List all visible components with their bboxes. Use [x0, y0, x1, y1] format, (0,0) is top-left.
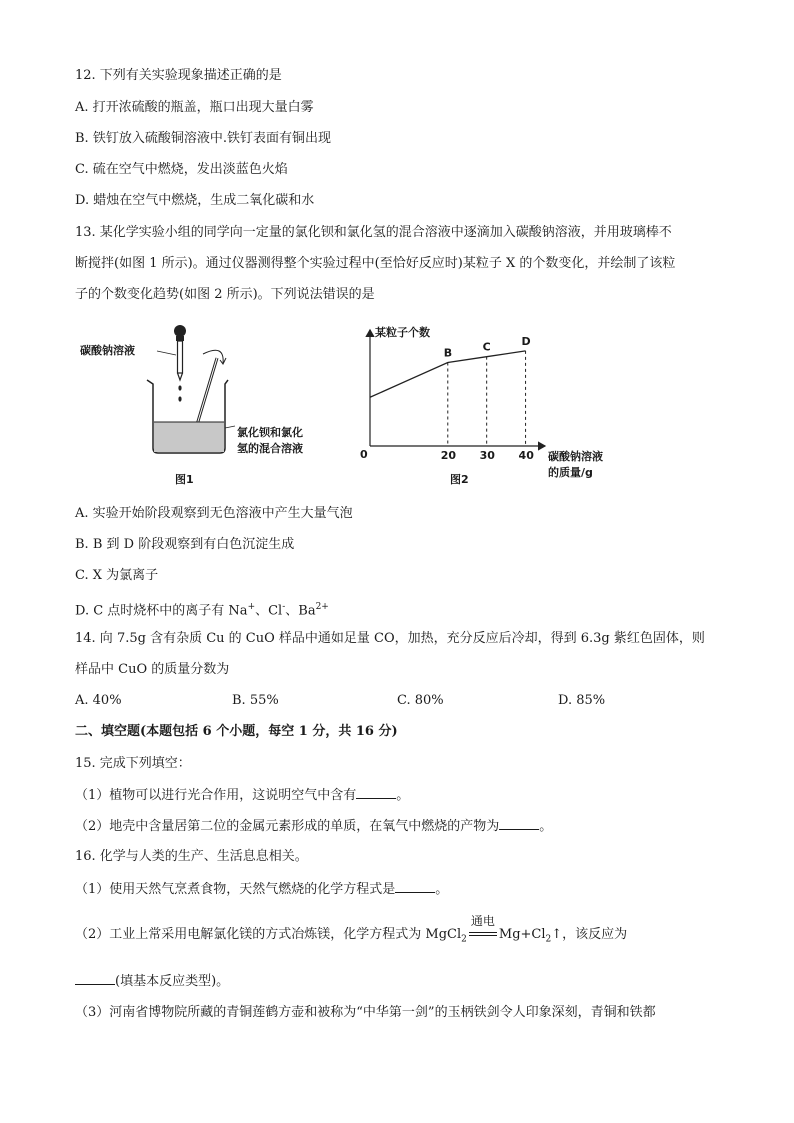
q15-stem: 15. 完成下列填空： — [75, 756, 191, 771]
figure1-apparatus — [75, 318, 335, 493]
q12-stem: 12. 下列有关实验现象描述正确的是 — [75, 68, 282, 83]
q14-option-c: C. 80% — [397, 693, 444, 708]
reaction-condition: 通电 — [467, 926, 499, 944]
q16-part2-line2: (填基本反应类型)。 — [75, 972, 229, 991]
q13-option-d: D. C 点时烧杯中的离子有 Na+、Cl-、$Ba^{2+}$ — [75, 602, 329, 619]
point-label-B: B — [443, 346, 453, 360]
q14-option-b: B. 55% — [232, 693, 279, 708]
point-label-D: D — [521, 334, 531, 348]
figure2-chart — [350, 318, 625, 493]
figure1-caption: 图1 — [175, 473, 194, 486]
solution-label-line2: 氢的混合溶液 — [237, 442, 303, 455]
q16-part1: （1）使用天然气烹煮食物，天然气燃烧的化学方程式是 。 — [75, 882, 449, 897]
x-axis-label-line2: 的质量/g — [548, 466, 593, 479]
q13-stem-line3: 子的个数变化趋势(如图 2 所示)。下列说法错误的是 — [75, 287, 375, 302]
x-tick-label: 40 — [518, 449, 534, 462]
dropper-label: 碳酸钠溶液 — [80, 344, 135, 357]
q15-part2: （2）地壳中含量居第二位的金属元素形成的单质，在氧气中燃烧的产物为 。 — [75, 819, 553, 834]
q12-option-d: D. 蜡烛在空气中燃烧，生成二氧化碳和水 — [75, 193, 315, 208]
y-axis-label: 某粒子个数 — [375, 326, 430, 339]
q13-option-b: B. B 到 D 阶段观察到有白色沉淀生成 — [75, 537, 295, 552]
q12-option-b: B. 铁钉放入硫酸铜溶液中.铁钉表面有铜出现 — [75, 131, 331, 146]
q14-stem-line2: 样品中 CuO 的质量分数为 — [75, 662, 230, 677]
section2-title: 二、填空题(本题包括 6 个小题，每空 1 分，共 16 分) — [75, 724, 398, 739]
q13-option-a: A. 实验开始阶段观察到无色溶液中产生大量气泡 — [75, 506, 353, 521]
x-axis-label-line1: 碳酸钠溶液 — [548, 450, 603, 463]
q14-stem-line1: 14. 向 7.5g 含有杂质 Cu 的 CuO 样品中通如足量 CO，加热，充分反应后冷却，得到 6.3g 紫红色固体，则 — [75, 631, 705, 646]
origin-label: 0 — [360, 448, 368, 461]
x-tick-label: 20 — [440, 449, 457, 462]
q14-option-d: D. 85% — [558, 693, 606, 708]
q12-option-a: A. 打开浓硫酸的瓶盖，瓶口出现大量白雾 — [75, 100, 314, 115]
solution-label-line1: 氯化钡和氯化 — [237, 426, 303, 439]
q13-stem-line2: 断搅拌(如图 1 所示)。通过仪器测得整个实验过程中(至恰好反应时)某粒子 X 的个数变化，并绘制了该粒 — [75, 256, 676, 271]
answer-blank[interactable] — [75, 972, 115, 985]
q13-option-c: C. X 为氯离子 — [75, 568, 159, 583]
answer-blank[interactable] — [356, 786, 396, 799]
q15-part1: （1）植物可以进行光合作用，这说明空气中含有 。 — [75, 788, 410, 803]
q16-stem: 16. 化学与人类的生产、生活息息相关。 — [75, 849, 308, 864]
q12-option-c: C. 硫在空气中燃烧，发出淡蓝色火焰 — [75, 162, 288, 177]
dropper-icon — [174, 325, 186, 402]
q13-stem-line1: 13. 某化学实验小组的同学向一定量的氯化钡和氯化氢的混合溶液中逐滴加入碳酸钠溶液，并用玻璃棒不 — [75, 225, 672, 240]
answer-blank[interactable] — [395, 880, 435, 893]
figure2-caption: 图2 — [450, 473, 469, 486]
answer-blank[interactable] — [499, 817, 539, 830]
q16-part3: （3）河南省博物院所藏的青铜莲鹤方壶和被称为“中华第一剑”的玉柄铁剑令人印象深刻，青铜和铁都 — [75, 1005, 656, 1020]
q14-option-a: A. 40% — [75, 693, 122, 708]
q16-part2: （2）工业上常采用电解氯化镁的方式冶炼镁，化学方程式为 MgCl$_2$ 通电 $Mg+Cl_2↑$，该反应为 — [75, 914, 628, 945]
x-tick-label: 30 — [479, 449, 495, 462]
point-label-C: C — [482, 340, 491, 354]
beaker-icon — [147, 380, 228, 453]
